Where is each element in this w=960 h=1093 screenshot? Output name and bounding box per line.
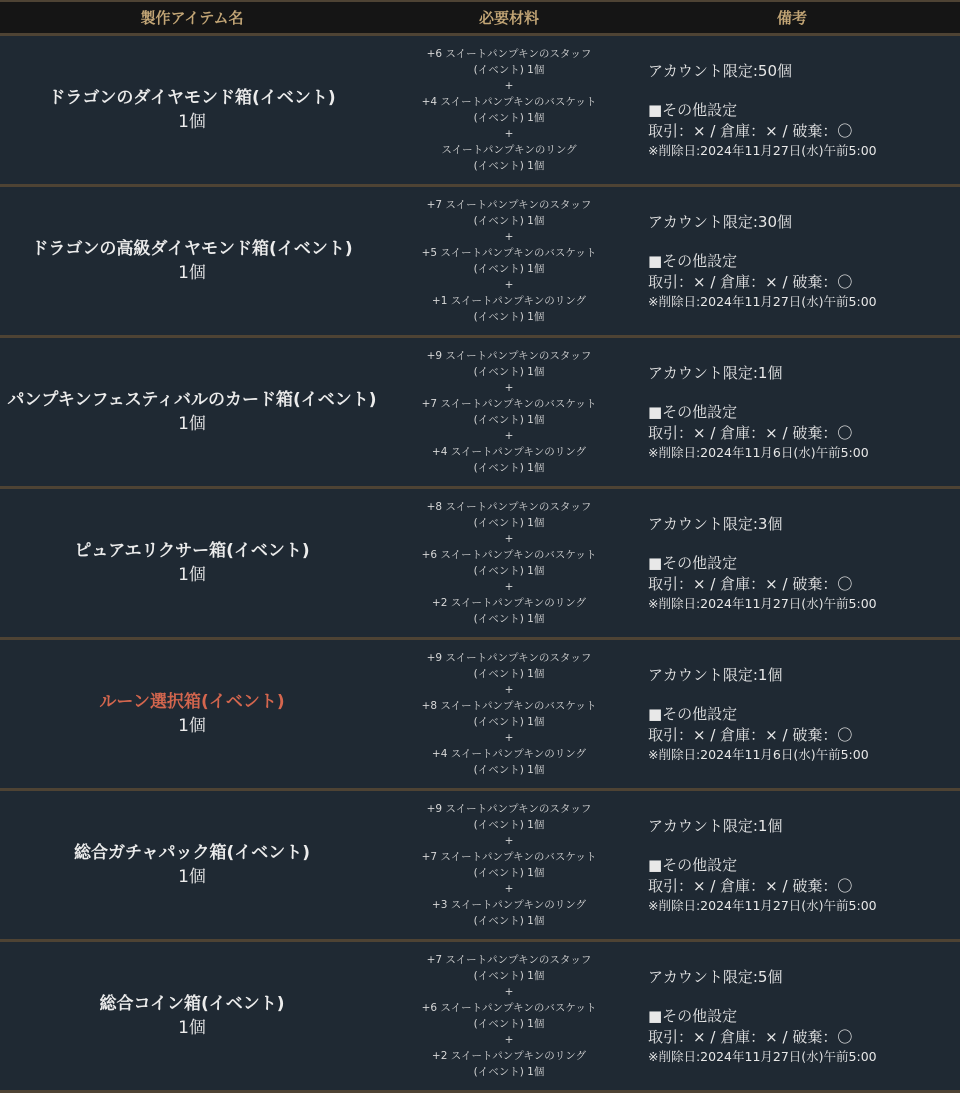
plus-separator: + <box>504 533 514 545</box>
material-quantity: (イベント) 1個 <box>473 462 545 474</box>
material-name: +6 スイートパンプキンのスタッフ <box>426 48 592 60</box>
material-name: +5 スイートパンプキンのバスケット <box>421 247 597 259</box>
material-name: +8 スイートパンプキンのバスケット <box>421 700 597 712</box>
material-quantity: (イベント) 1個 <box>473 366 545 378</box>
item-name-cell <box>0 187 384 335</box>
material-name: +7 スイートパンプキンのバスケット <box>421 851 597 863</box>
account-limit: アカウント限定:3個 <box>648 515 783 533</box>
delete-date: ※削除日:2024年11月27日(水)午前5:00 <box>648 898 877 913</box>
material-name: +8 スイートパンプキンのスタッフ <box>426 501 592 513</box>
material-quantity: (イベント) 1個 <box>473 867 545 879</box>
notes-cell <box>634 640 960 788</box>
item-quantity: 1個 <box>178 1018 206 1038</box>
material-quantity: (イベント) 1個 <box>473 1066 545 1078</box>
material-name: +9 スイートパンプキンのスタッフ <box>426 652 592 664</box>
materials-cell <box>384 338 634 486</box>
notes-cell <box>634 338 960 486</box>
plus-separator: + <box>504 732 514 744</box>
materials-cell <box>384 942 634 1090</box>
table-row <box>0 791 960 942</box>
header-materials: 必要材料 <box>478 9 539 27</box>
other-settings-label: ■その他設定 <box>648 554 738 572</box>
material-quantity: (イベント) 1個 <box>473 311 545 323</box>
material-quantity: (イベント) 1個 <box>473 517 545 529</box>
plus-separator: + <box>504 128 514 140</box>
plus-separator: + <box>504 231 514 243</box>
account-limit: アカウント限定:1個 <box>648 666 783 684</box>
material-name: +2 スイートパンプキンのリング <box>431 597 587 609</box>
notes-cell <box>634 489 960 637</box>
delete-date: ※削除日:2024年11月27日(水)午前5:00 <box>648 143 877 158</box>
other-settings-label: ■その他設定 <box>648 403 738 421</box>
material-name: +6 スイートパンプキンのバスケット <box>421 1002 597 1014</box>
delete-date: ※削除日:2024年11月27日(水)午前5:00 <box>648 1049 877 1064</box>
item-name: 総合コイン箱(イベント) <box>99 994 285 1014</box>
plus-separator: + <box>504 279 514 291</box>
item-quantity: 1個 <box>178 867 206 887</box>
table-row <box>0 640 960 791</box>
header-notes: 備考 <box>776 9 807 27</box>
item-name-cell <box>0 640 384 788</box>
item-name: ピュアエリクサー箱(イベント) <box>74 541 310 561</box>
item-name-cell <box>0 489 384 637</box>
material-name: +7 スイートパンプキンのスタッフ <box>426 199 592 211</box>
trade-settings: 取引：× / 倉庫：× / 破棄：〇 <box>648 424 853 442</box>
item-name: パンプキンフェスティバルのカード箱(イベント) <box>7 390 377 410</box>
item-quantity: 1個 <box>178 565 206 585</box>
material-name: +1 スイートパンプキンのリング <box>431 295 587 307</box>
plus-separator: + <box>504 684 514 696</box>
material-quantity: (イベント) 1個 <box>473 764 545 776</box>
notes-cell <box>634 791 960 939</box>
delete-date: ※削除日:2024年11月27日(水)午前5:00 <box>648 294 877 309</box>
account-limit: アカウント限定:30個 <box>648 213 792 231</box>
trade-settings: 取引：× / 倉庫：× / 破棄：〇 <box>648 726 853 744</box>
table-row <box>0 36 960 187</box>
material-name: +4 スイートパンプキンのバスケット <box>421 96 597 108</box>
table-row <box>0 338 960 489</box>
plus-separator: + <box>504 835 514 847</box>
material-quantity: (イベント) 1個 <box>473 263 545 275</box>
item-name-cell <box>0 36 384 184</box>
material-name: +6 スイートパンプキンのバスケット <box>421 549 597 561</box>
trade-settings: 取引：× / 倉庫：× / 破棄：〇 <box>648 122 853 140</box>
other-settings-label: ■その他設定 <box>648 252 738 270</box>
other-settings-label: ■その他設定 <box>648 705 738 723</box>
other-settings-label: ■その他設定 <box>648 856 738 874</box>
material-name: +7 スイートパンプキンのスタッフ <box>426 954 592 966</box>
material-quantity: (イベント) 1個 <box>473 565 545 577</box>
material-quantity: (イベント) 1個 <box>473 112 545 124</box>
item-name: ドラゴンの高級ダイヤモンド箱(イベント) <box>31 239 353 259</box>
item-quantity: 1個 <box>178 263 206 283</box>
delete-date: ※削除日:2024年11月6日(水)午前5:00 <box>648 445 869 460</box>
item-name: ルーン選択箱(イベント) <box>99 692 285 712</box>
account-limit: アカウント限定:1個 <box>648 364 783 382</box>
trade-settings: 取引：× / 倉庫：× / 破棄：〇 <box>648 575 853 593</box>
table-row <box>0 489 960 640</box>
material-quantity: (イベント) 1個 <box>473 64 545 76</box>
trade-settings: 取引：× / 倉庫：× / 破棄：〇 <box>648 1028 853 1046</box>
account-limit: アカウント限定:5個 <box>648 968 783 986</box>
item-name-cell <box>0 942 384 1090</box>
material-name: スイートパンプキンのリング <box>441 144 577 156</box>
delete-date: ※削除日:2024年11月6日(水)午前5:00 <box>648 747 869 762</box>
materials-cell <box>384 489 634 637</box>
material-quantity: (イベント) 1個 <box>473 215 545 227</box>
material-quantity: (イベント) 1個 <box>473 970 545 982</box>
plus-separator: + <box>504 986 514 998</box>
header-item-name: 製作アイテム名 <box>140 9 244 27</box>
materials-cell <box>384 187 634 335</box>
material-quantity: (イベント) 1個 <box>473 414 545 426</box>
account-limit: アカウント限定:50個 <box>648 62 792 80</box>
table-row <box>0 187 960 338</box>
material-quantity: (イベント) 1個 <box>473 716 545 728</box>
material-quantity: (イベント) 1個 <box>473 613 545 625</box>
item-quantity: 1個 <box>178 112 206 132</box>
material-quantity: (イベント) 1個 <box>473 915 545 927</box>
material-name: +3 スイートパンプキンのリング <box>431 899 587 911</box>
material-name: +9 スイートパンプキンのスタッフ <box>426 350 592 362</box>
other-settings-label: ■その他設定 <box>648 101 738 119</box>
item-name-cell <box>0 791 384 939</box>
material-name: +9 スイートパンプキンのスタッフ <box>426 803 592 815</box>
plus-separator: + <box>504 382 514 394</box>
table-row <box>0 942 960 1093</box>
account-limit: アカウント限定:1個 <box>648 817 783 835</box>
material-quantity: (イベント) 1個 <box>473 1018 545 1030</box>
materials-cell <box>384 640 634 788</box>
item-quantity: 1個 <box>178 716 206 736</box>
item-name-cell <box>0 338 384 486</box>
table-header <box>0 0 960 36</box>
materials-cell <box>384 791 634 939</box>
trade-settings: 取引：× / 倉庫：× / 破棄：〇 <box>648 273 853 291</box>
table-body <box>0 36 960 1093</box>
trade-settings: 取引：× / 倉庫：× / 破棄：〇 <box>648 877 853 895</box>
material-name: +4 スイートパンプキンのリング <box>431 446 587 458</box>
material-name: +2 スイートパンプキンのリング <box>431 1050 587 1062</box>
plus-separator: + <box>504 883 514 895</box>
plus-separator: + <box>504 1034 514 1046</box>
notes-cell <box>634 187 960 335</box>
delete-date: ※削除日:2024年11月27日(水)午前5:00 <box>648 596 877 611</box>
materials-cell <box>384 36 634 184</box>
material-quantity: (イベント) 1個 <box>473 160 545 172</box>
plus-separator: + <box>504 430 514 442</box>
material-quantity: (イベント) 1個 <box>473 668 545 680</box>
plus-separator: + <box>504 80 514 92</box>
item-name: ドラゴンのダイヤモンド箱(イベント) <box>48 88 336 108</box>
notes-cell <box>634 36 960 184</box>
item-name: 総合ガチャパック箱(イベント) <box>73 843 311 863</box>
plus-separator: + <box>504 581 514 593</box>
material-name: +7 スイートパンプキンのバスケット <box>421 398 597 410</box>
other-settings-label: ■その他設定 <box>648 1007 738 1025</box>
notes-cell <box>634 942 960 1090</box>
item-quantity: 1個 <box>178 414 206 434</box>
material-quantity: (イベント) 1個 <box>473 819 545 831</box>
material-name: +4 スイートパンプキンのリング <box>431 748 587 760</box>
